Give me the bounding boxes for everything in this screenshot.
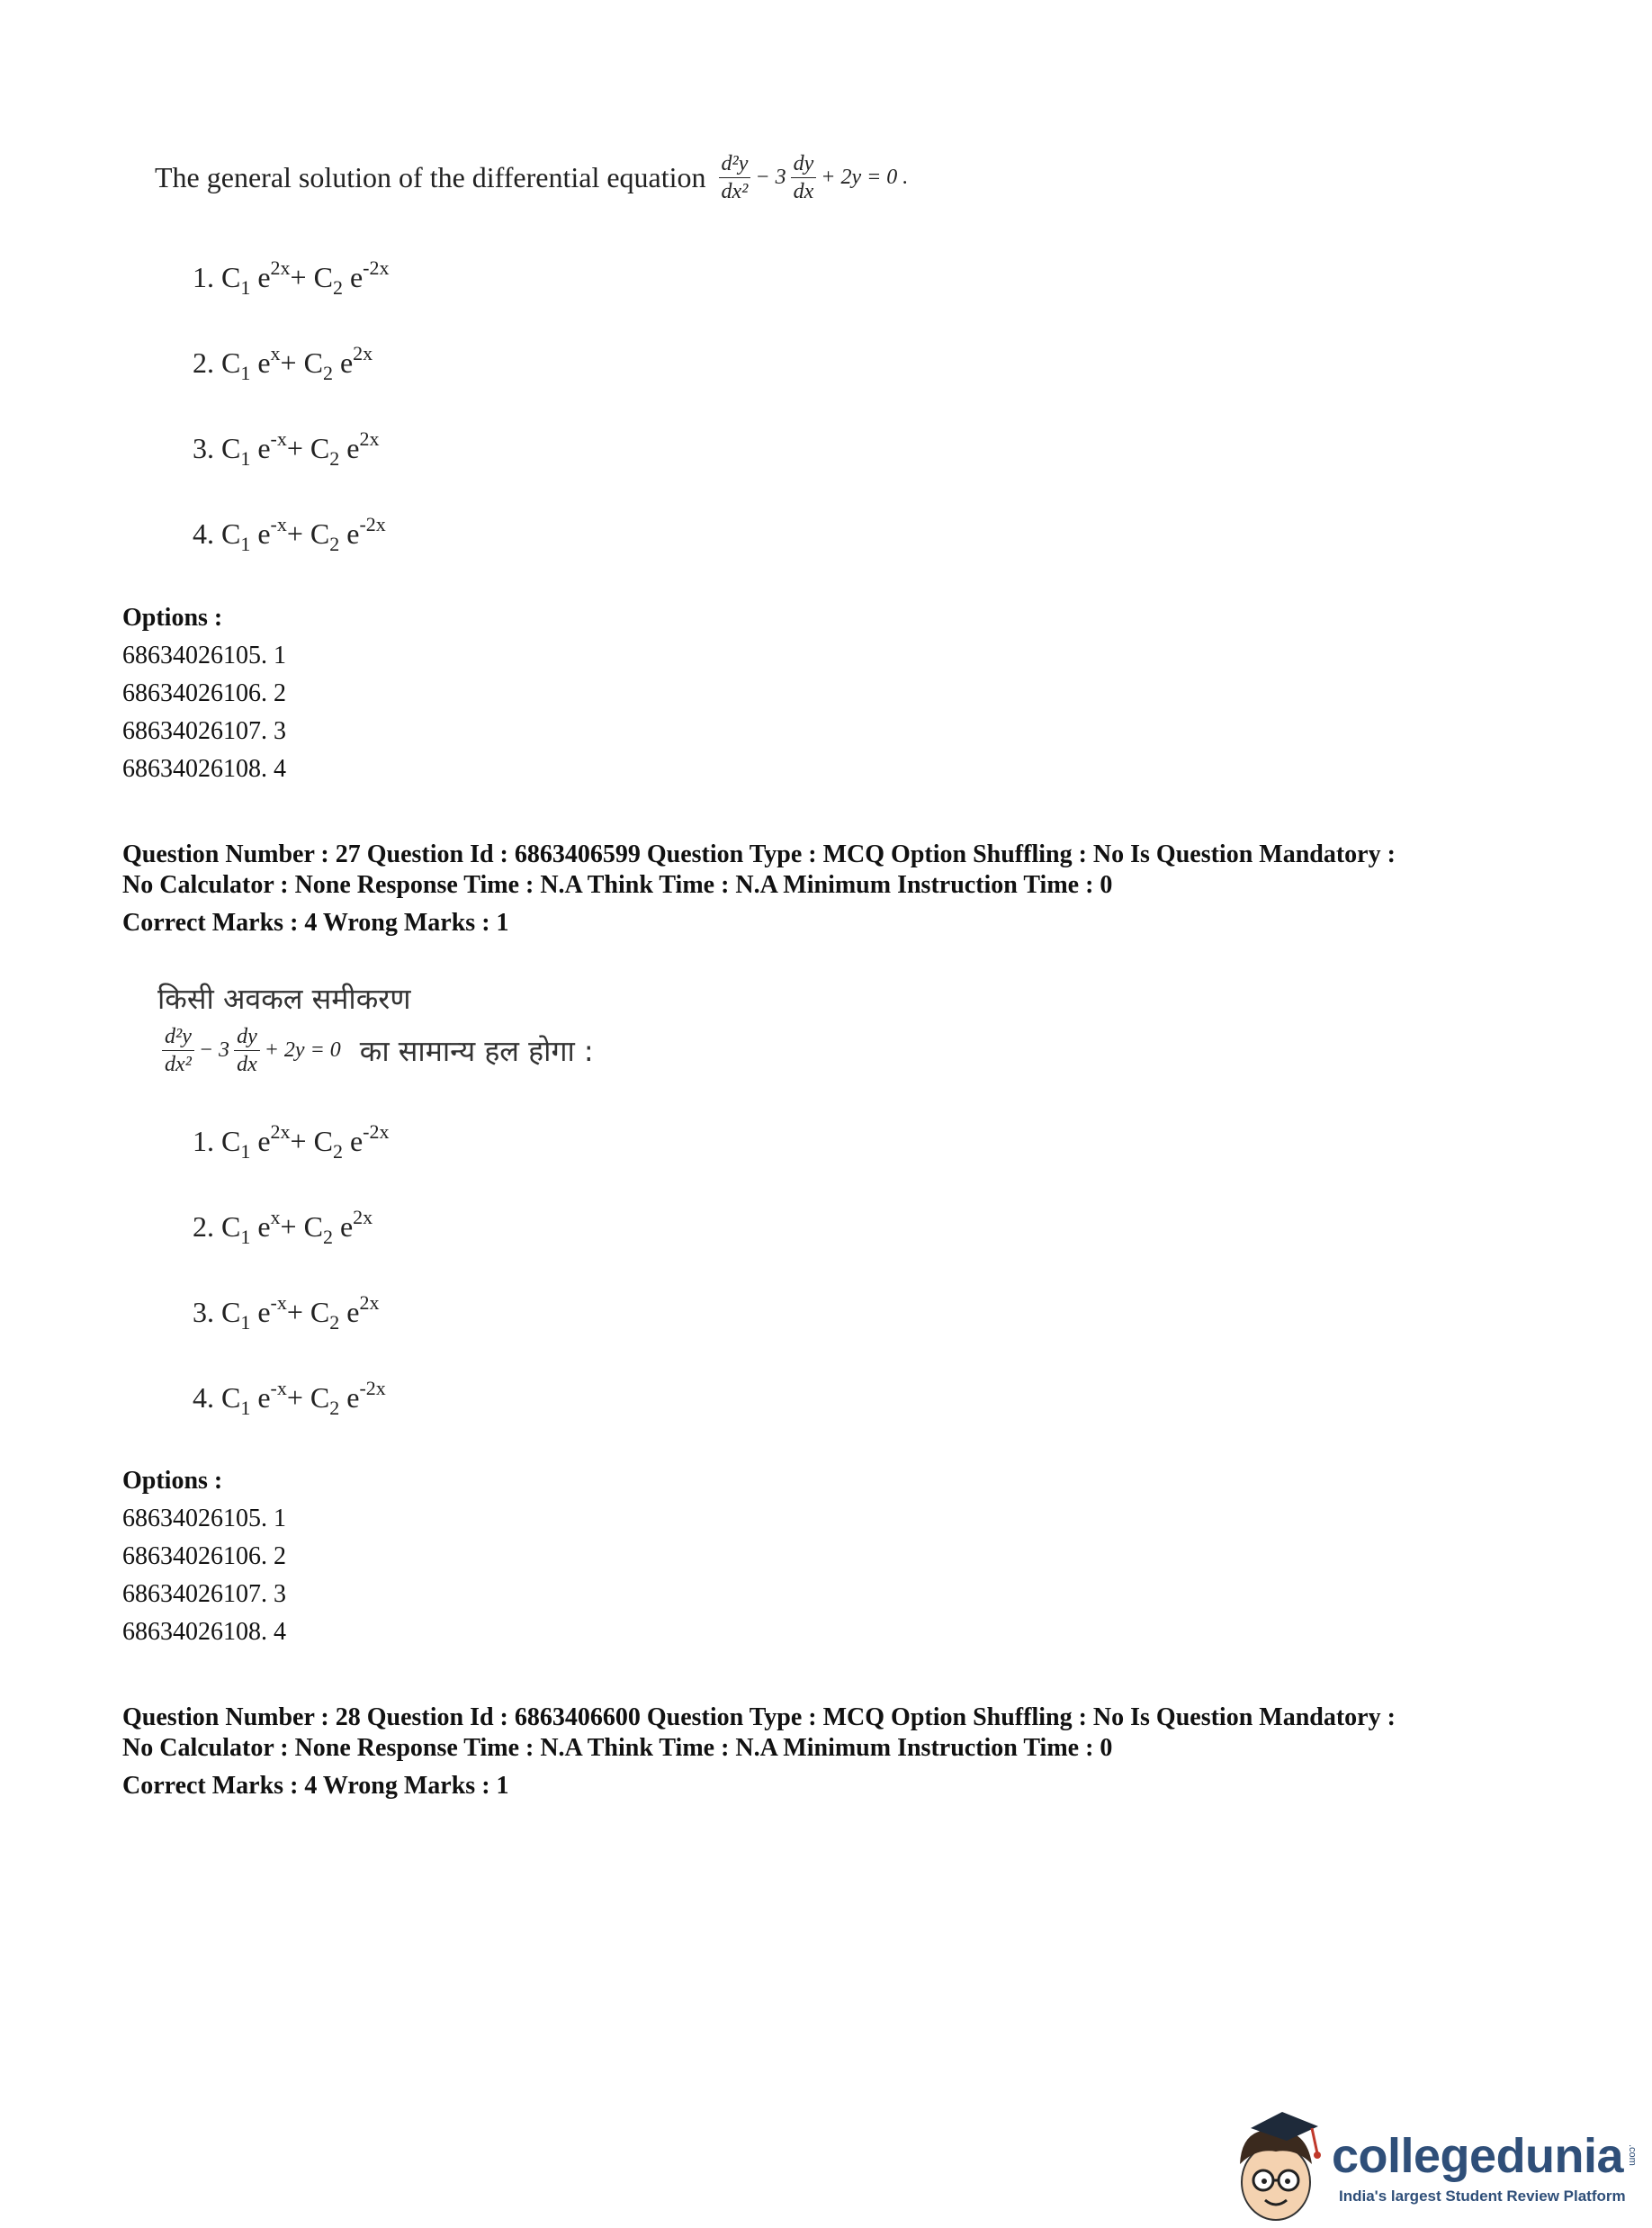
fraction-d2y-dx2 [162,1026,194,1075]
question-27-meta [122,840,1598,939]
marks-line: Correct Marks : 4 Wrong Marks : 1 [122,1772,509,1800]
stem-text: The general solution of the differential equation [155,161,706,193]
sub: 1 [240,362,251,384]
choice-4: 4. $C_1$ $e^{-x}+ C_2$ $e^{-2x}$ [193,1377,386,1419]
frac-den: dx [237,1053,257,1076]
frac-num: d²y [162,1026,194,1051]
exp: x [270,1206,281,1228]
option-item: 68634026107. 3 [122,717,286,745]
hindi-stem-line2: का सामान्य हल होगा : [359,1034,594,1068]
collegedunia-logo [1224,2101,1638,2223]
meta-line: Question Number : 27 Question Id : 6863406599 Question Type : MCQ Option Shuffling : No Is Question Mandatory : [122,840,1396,868]
eq-minus: − 3 [755,166,786,189]
choice-prefix: 2. C [193,346,241,379]
meta-line: No Calculator : None Response Time : N.A Think Time : N.A Minimum Instruction Time : 0 [122,871,1113,899]
exp: -x [270,513,287,535]
option-item: 68634026106. 2 [122,679,286,707]
frac-den: dx [793,180,814,203]
marks-line: Correct Marks : 4 Wrong Marks : 1 [122,909,509,937]
options-block-26 [122,599,286,788]
fraction-dy-dx [234,1026,260,1075]
sub: 2 [329,1397,340,1419]
exp: 2x [353,1206,373,1228]
plus: + C [290,1125,333,1157]
choice-prefix: 4. C [193,517,241,550]
exp: -2x [363,1120,390,1143]
option-item: 68634026105. 1 [122,642,286,669]
choice-prefix: 1. C [193,1125,241,1157]
exp: -x [270,1291,287,1314]
meta-line: No Calculator : None Response Time : N.A Think Time : N.A Minimum Instruction Time : 0 [122,1734,1113,1762]
sub: 1 [240,447,251,470]
sub: 2 [329,533,340,555]
options-label: Options : [122,604,223,632]
exp: 2x [270,256,291,279]
frac-num: d²y [719,153,751,178]
option-item: 68634026105. 1 [122,1505,286,1532]
exp: -x [270,1377,287,1399]
choice-prefix: 3. C [193,432,241,464]
sub: 2 [322,362,333,384]
plus: + C [290,261,333,293]
exp: -2x [359,1377,386,1399]
options-label: Options : [122,1467,223,1495]
plus: + C [286,517,330,550]
sub: 2 [332,276,343,299]
options-block-27 [122,1462,286,1651]
question-26-image [155,153,911,202]
meta-line: Question Number : 28 Question Id : 6863406600 Question Type : MCQ Option Shuffling : No Is Question Mandatory : [122,1703,1396,1731]
logo-domain: .com [1627,2144,1638,2166]
plus: + C [280,346,323,379]
question-28-meta [122,1702,1598,1801]
fraction-d2y-dx2 [719,153,751,202]
eq-end: + 2y = 0 [264,1038,341,1062]
frac-den: dx² [721,180,749,203]
logo-tagline: India's largest Student Review Platform [1339,2188,1626,2205]
mascot-icon [1224,2101,1341,2223]
choice-prefix: 2. C [193,1210,241,1243]
exp: 2x [353,342,373,364]
choice-4: 4. $C_1$ $e^{-x}+ C_2$ $e^{-2x}$ [193,513,386,555]
plus: + C [286,1381,330,1414]
eq-minus: − 3 [198,1038,230,1062]
choice-2: 2. $C_1$ $e^x+ C_2$ $e^{2x}$ [193,342,373,384]
frac-num: dy [791,153,817,178]
choice-1: 1. $C_1$ $e^{2x}+ C_2$ $e^{-2x}$ [193,1120,390,1163]
option-item: 68634026108. 4 [122,1618,286,1646]
choice-prefix: 4. C [193,1381,241,1414]
logo-wordmark: collegedunia [1332,2129,1624,2183]
sub: 1 [240,533,251,555]
choice-3: 3. $C_1$ $e^{-x}+ C_2$ $e^{2x}$ [193,427,380,470]
exp: 2x [359,1291,380,1314]
hindi-equation [160,1026,594,1075]
exp: -x [270,427,287,450]
sub: 1 [240,276,251,299]
sub: 1 [240,1140,251,1163]
sub: 1 [240,1226,251,1248]
choice-3: 3. $C_1$ $e^{-x}+ C_2$ $e^{2x}$ [193,1291,380,1334]
eq-end: + 2y = 0 . [821,166,909,189]
exp: -2x [359,513,386,535]
exp: 2x [270,1120,291,1143]
exp: x [270,342,281,364]
sub: 2 [332,1140,343,1163]
exp: 2x [359,427,380,450]
option-item: 68634026106. 2 [122,1542,286,1570]
frac-den: dx² [165,1053,192,1076]
choice-1: 1. $C_1$ $e^{2x}+ C_2$ $e^{-2x}$ [193,256,390,299]
choice-prefix: 3. C [193,1296,241,1328]
hindi-stem-line1: किसी अवकल समीकरण [157,982,411,1016]
exp: -2x [363,256,390,279]
question-stem [155,153,911,202]
sub: 2 [322,1226,333,1248]
sub: 2 [329,1311,340,1334]
fraction-dy-dx [791,153,817,202]
sub: 1 [240,1397,251,1419]
choice-2: 2. $C_1$ $e^x+ C_2$ $e^{2x}$ [193,1206,373,1248]
sub: 2 [329,447,340,470]
option-item: 68634026107. 3 [122,1580,286,1608]
option-item: 68634026108. 4 [122,755,286,783]
plus: + C [286,1296,330,1328]
plus: + C [286,432,330,464]
plus: + C [280,1210,323,1243]
frac-num: dy [234,1026,260,1051]
sub: 1 [240,1311,251,1334]
choice-prefix: 1. C [193,261,241,293]
